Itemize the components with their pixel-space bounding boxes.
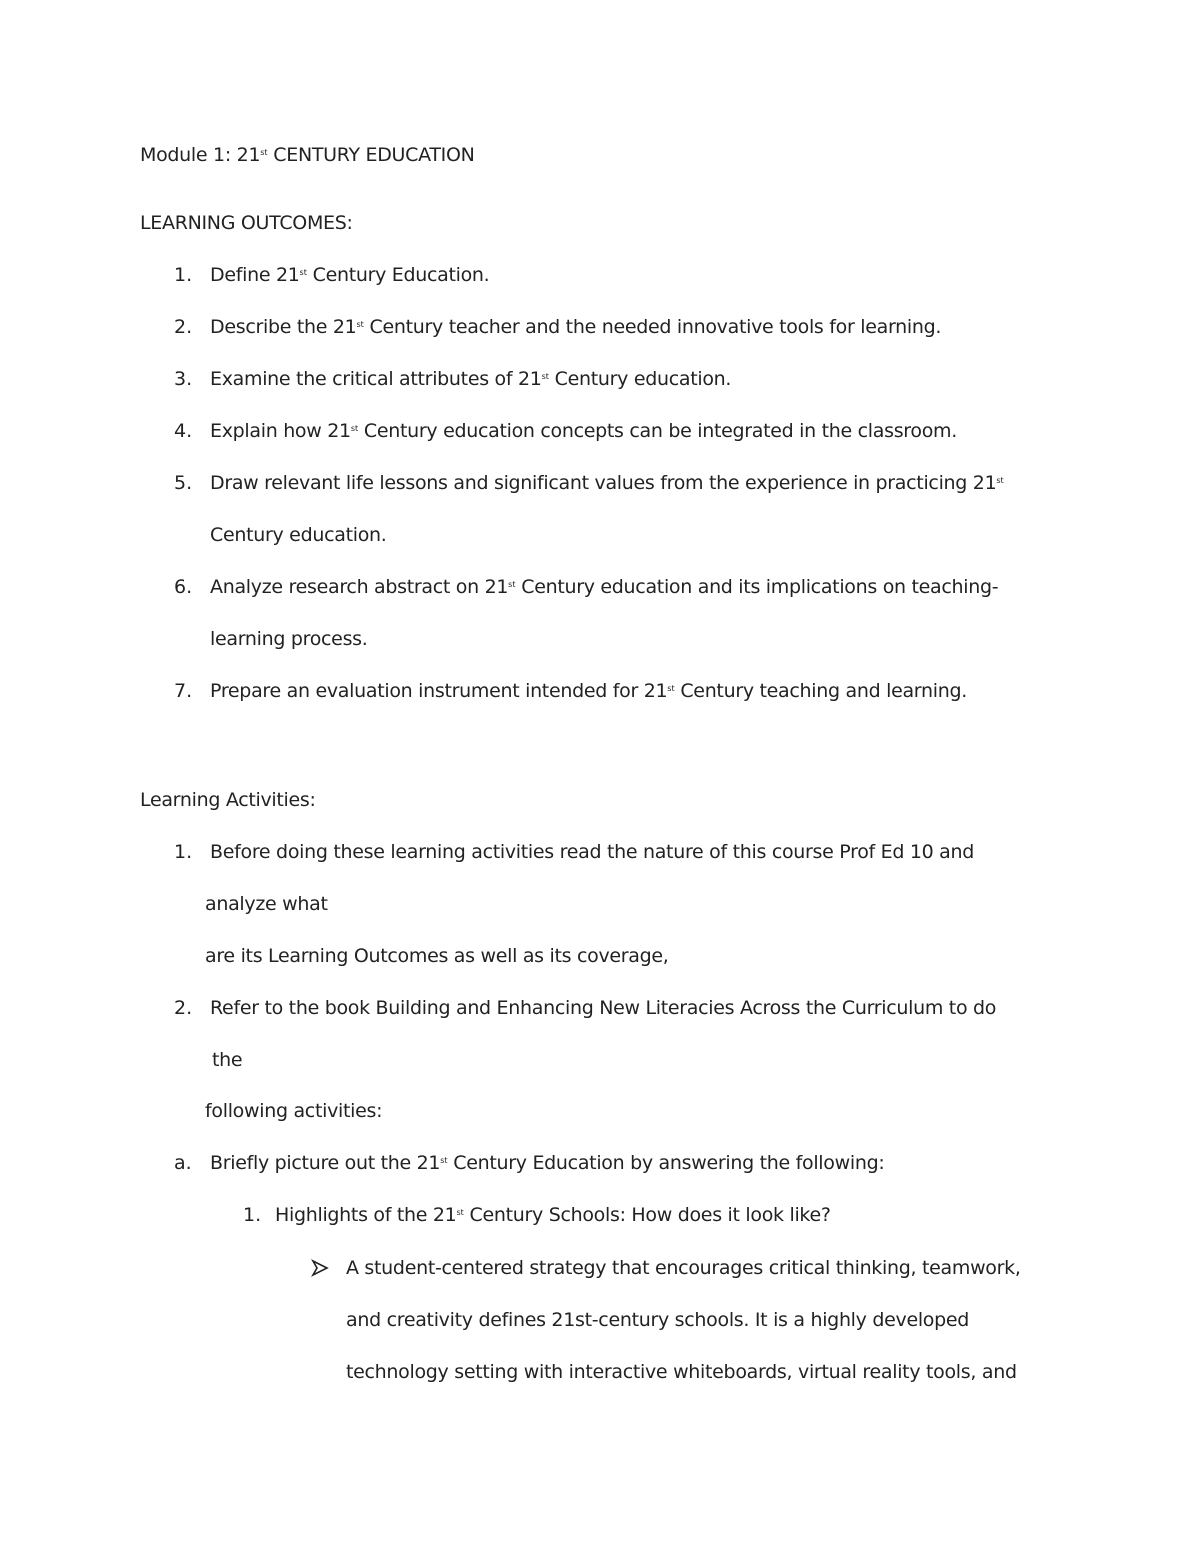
learning-outcomes-heading: LEARNING OUTCOMES: <box>140 212 353 234</box>
sub-item <box>275 1203 831 1227</box>
module-title-suffix: CENTURY EDUCATION <box>267 144 475 166</box>
outcome-continuation: learning process. <box>210 628 368 650</box>
activity-item-a <box>210 1151 884 1175</box>
outcome-item <box>210 263 489 287</box>
sub-item-text: Highlights of the 21 <box>275 1204 457 1226</box>
outcome-sup: st <box>996 476 1004 485</box>
outcome-text: Century education concepts can be integrated in the classroom. <box>358 420 957 442</box>
sub-item-sup: st <box>456 1208 464 1217</box>
outcome-item <box>210 679 967 703</box>
bullet-text-line: technology setting with interactive whiteboards, virtual reality tools, and <box>346 1361 1017 1383</box>
outcome-item <box>210 575 998 599</box>
outcome-number: 6. <box>174 576 193 598</box>
outcome-sup: st <box>508 580 516 589</box>
outcome-number: 5. <box>174 472 193 494</box>
bullet-text-line: A student-centered strategy that encourages critical thinking, teamwork, <box>346 1257 1021 1279</box>
outcome-text: Describe the 21 <box>210 316 357 338</box>
outcome-text: Prepare an evaluation instrument intended for 21 <box>210 680 668 702</box>
outcome-item <box>210 471 1004 495</box>
outcome-text: Define 21 <box>210 264 300 286</box>
activity-text: Century Education by answering the following: <box>447 1152 885 1174</box>
activity-text: Briefly picture out the 21 <box>210 1152 441 1174</box>
outcome-sup: st <box>667 684 675 693</box>
activity-item-line: are its Learning Outcomes as well as its coverage, <box>205 945 669 967</box>
outcome-number: 7. <box>174 680 193 702</box>
outcome-text: Century education and its implications on teaching- <box>515 576 999 598</box>
outcome-continuation: Century education. <box>210 524 387 546</box>
activity-number: 2. <box>174 997 193 1019</box>
outcome-text: Century Education. <box>306 264 490 286</box>
outcome-text: Century teaching and learning. <box>674 680 967 702</box>
outcome-item <box>210 419 957 443</box>
outcome-text: Explain how 21 <box>210 420 351 442</box>
sub-item-number: 1. <box>243 1204 262 1226</box>
outcome-number: 3. <box>174 368 193 390</box>
arrow-bullet-icon <box>311 1259 329 1277</box>
module-title-sup: st <box>260 148 268 157</box>
activity-item-line: Before doing these learning activities read the nature of this course Prof Ed 10 and <box>210 841 975 863</box>
outcome-number: 2. <box>174 316 193 338</box>
outcome-text: Analyze research abstract on 21 <box>210 576 509 598</box>
outcome-number: 4. <box>174 420 193 442</box>
activity-number: 1. <box>174 841 193 863</box>
learning-activities-heading: Learning Activities: <box>140 789 316 811</box>
outcome-text: Draw relevant life lessons and significant values from the experience in practicing 21 <box>210 472 997 494</box>
outcome-sup: st <box>299 268 307 277</box>
outcome-sup: st <box>541 372 549 381</box>
activity-sup: st <box>440 1156 448 1165</box>
activity-letter: a. <box>174 1152 192 1174</box>
outcome-sup: st <box>350 424 359 433</box>
outcome-sup: st <box>356 320 364 329</box>
activity-item-line: Refer to the book Building and Enhancing New Literacies Across the Curriculum to do <box>210 997 997 1019</box>
outcome-text: Examine the critical attributes of 21 <box>210 368 542 390</box>
activity-item-line: the <box>212 1049 243 1071</box>
activity-item-line: following activities: <box>205 1100 383 1122</box>
outcome-text: Century education. <box>548 368 732 390</box>
activity-item-line: analyze what <box>205 893 328 915</box>
module-title-prefix: Module 1: 21 <box>140 144 261 166</box>
outcome-item <box>210 367 731 391</box>
sub-item-text: Century Schools: How does it look like? <box>463 1204 831 1226</box>
module-title <box>140 143 475 167</box>
outcome-text: Century teacher and the needed innovative tools for learning. <box>363 316 942 338</box>
outcome-number: 1. <box>174 264 193 286</box>
bullet-text-line: and creativity defines 21st-century schools. It is a highly developed <box>346 1309 970 1331</box>
outcome-item <box>210 315 941 339</box>
